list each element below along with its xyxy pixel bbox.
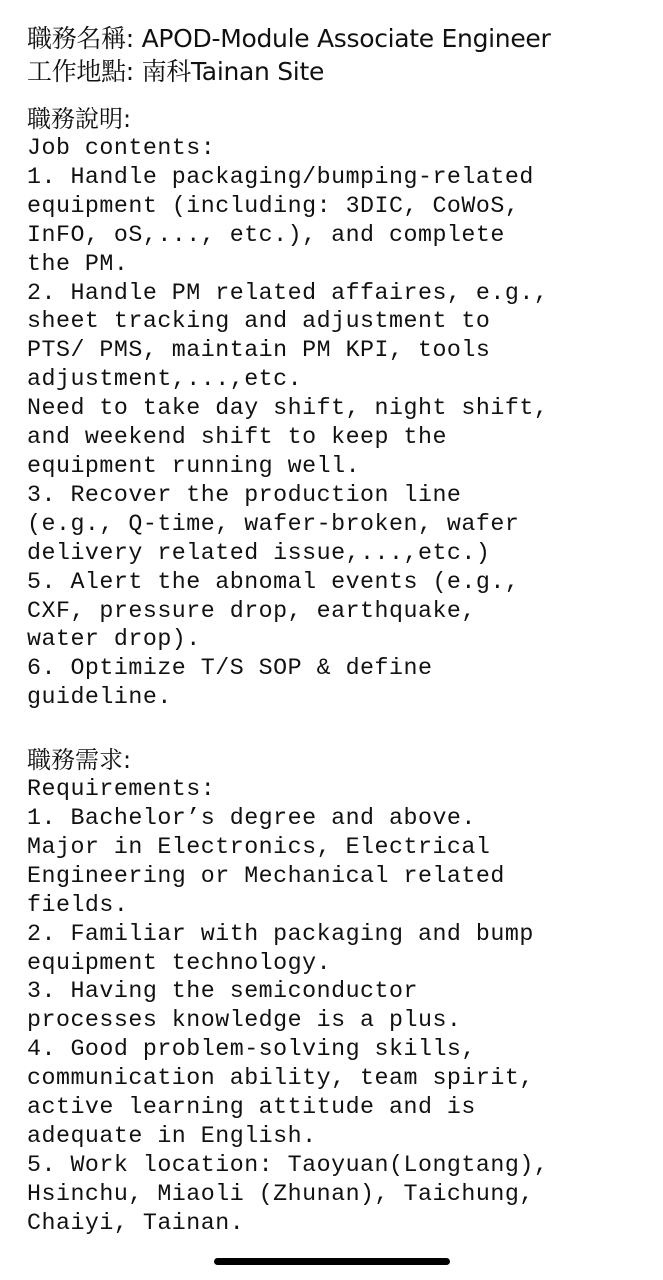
description-line: sheet tracking and adjustment to <box>27 308 491 335</box>
requirements-body <box>27 775 651 1238</box>
description-line: water drop). <box>27 626 201 653</box>
description-line: 1. Handle packaging/bumping-related <box>27 163 534 190</box>
requirements-line: Engineering or Mechanical related <box>27 862 505 889</box>
requirements-line: processes knowledge is a plus. <box>27 1007 462 1034</box>
requirements-line: Chaiyi, Tainan. <box>27 1209 245 1236</box>
description-line: Job contents: <box>27 135 216 161</box>
description-line: CXF, pressure drop, earthquake, <box>27 597 476 624</box>
requirements-line: equipment technology. <box>27 949 332 976</box>
description-line: delivery related issue,...,etc.) <box>27 539 491 566</box>
description-line: (e.g., Q-time, wafer-broken, wafer <box>27 510 520 537</box>
requirements-line: 3. Having the semiconductor <box>27 978 418 1005</box>
description-line: 6. Optimize T/S SOP & define <box>27 655 433 682</box>
job-title-line: 職務名稱: APOD-Module Associate Engineer <box>27 24 551 53</box>
requirements-line: 1. Bachelor’s degree and above. <box>27 805 476 832</box>
requirements-line: Requirements: <box>27 776 216 803</box>
job-posting <box>27 22 651 1238</box>
requirements-heading: 職務需求: <box>27 746 132 775</box>
requirements-line: 2. Familiar with packaging and bump <box>27 920 534 947</box>
home-indicator[interactable] <box>214 1258 450 1265</box>
requirements-line: 5. Work location: Taoyuan(Longtang), <box>27 1151 549 1178</box>
requirements-line: active learning attitude and is <box>27 1094 476 1121</box>
description-body <box>27 134 651 712</box>
description-line: 2. Handle PM related affaires, e.g., <box>27 279 549 306</box>
description-line: 3. Recover the production line <box>27 481 462 508</box>
description-line: and weekend shift to keep the <box>27 424 447 451</box>
requirements-line: adequate in English. <box>27 1123 317 1149</box>
description-line: InFO, oS,..., etc.), and complete <box>27 221 505 248</box>
description-line: the PM. <box>27 250 129 277</box>
requirements-line: communication ability, team spirit, <box>27 1065 534 1092</box>
description-line: adjustment,...,etc. <box>27 366 303 393</box>
work-location-line: 工作地點: 南科Tainan Site <box>27 57 325 86</box>
description-line: PTS/ PMS, maintain PM KPI, tools <box>27 337 491 364</box>
requirements-line: 4. Good problem-solving skills, <box>27 1036 476 1063</box>
description-line: 5. Alert the abnomal events (e.g., <box>27 568 520 595</box>
description-line: Need to take day shift, night shift, <box>27 395 549 422</box>
requirements-line: Major in Electronics, Electrical <box>27 833 491 860</box>
description-line: guideline. <box>27 684 172 711</box>
requirements-line: Hsinchu, Miaoli (Zhunan), Taichung, <box>27 1180 534 1207</box>
description-heading: 職務說明: <box>27 105 132 133</box>
description-line: equipment running well. <box>27 452 361 479</box>
description-line: equipment (including: 3DIC, CoWoS, <box>27 192 520 219</box>
requirements-line: fields. <box>27 891 129 918</box>
